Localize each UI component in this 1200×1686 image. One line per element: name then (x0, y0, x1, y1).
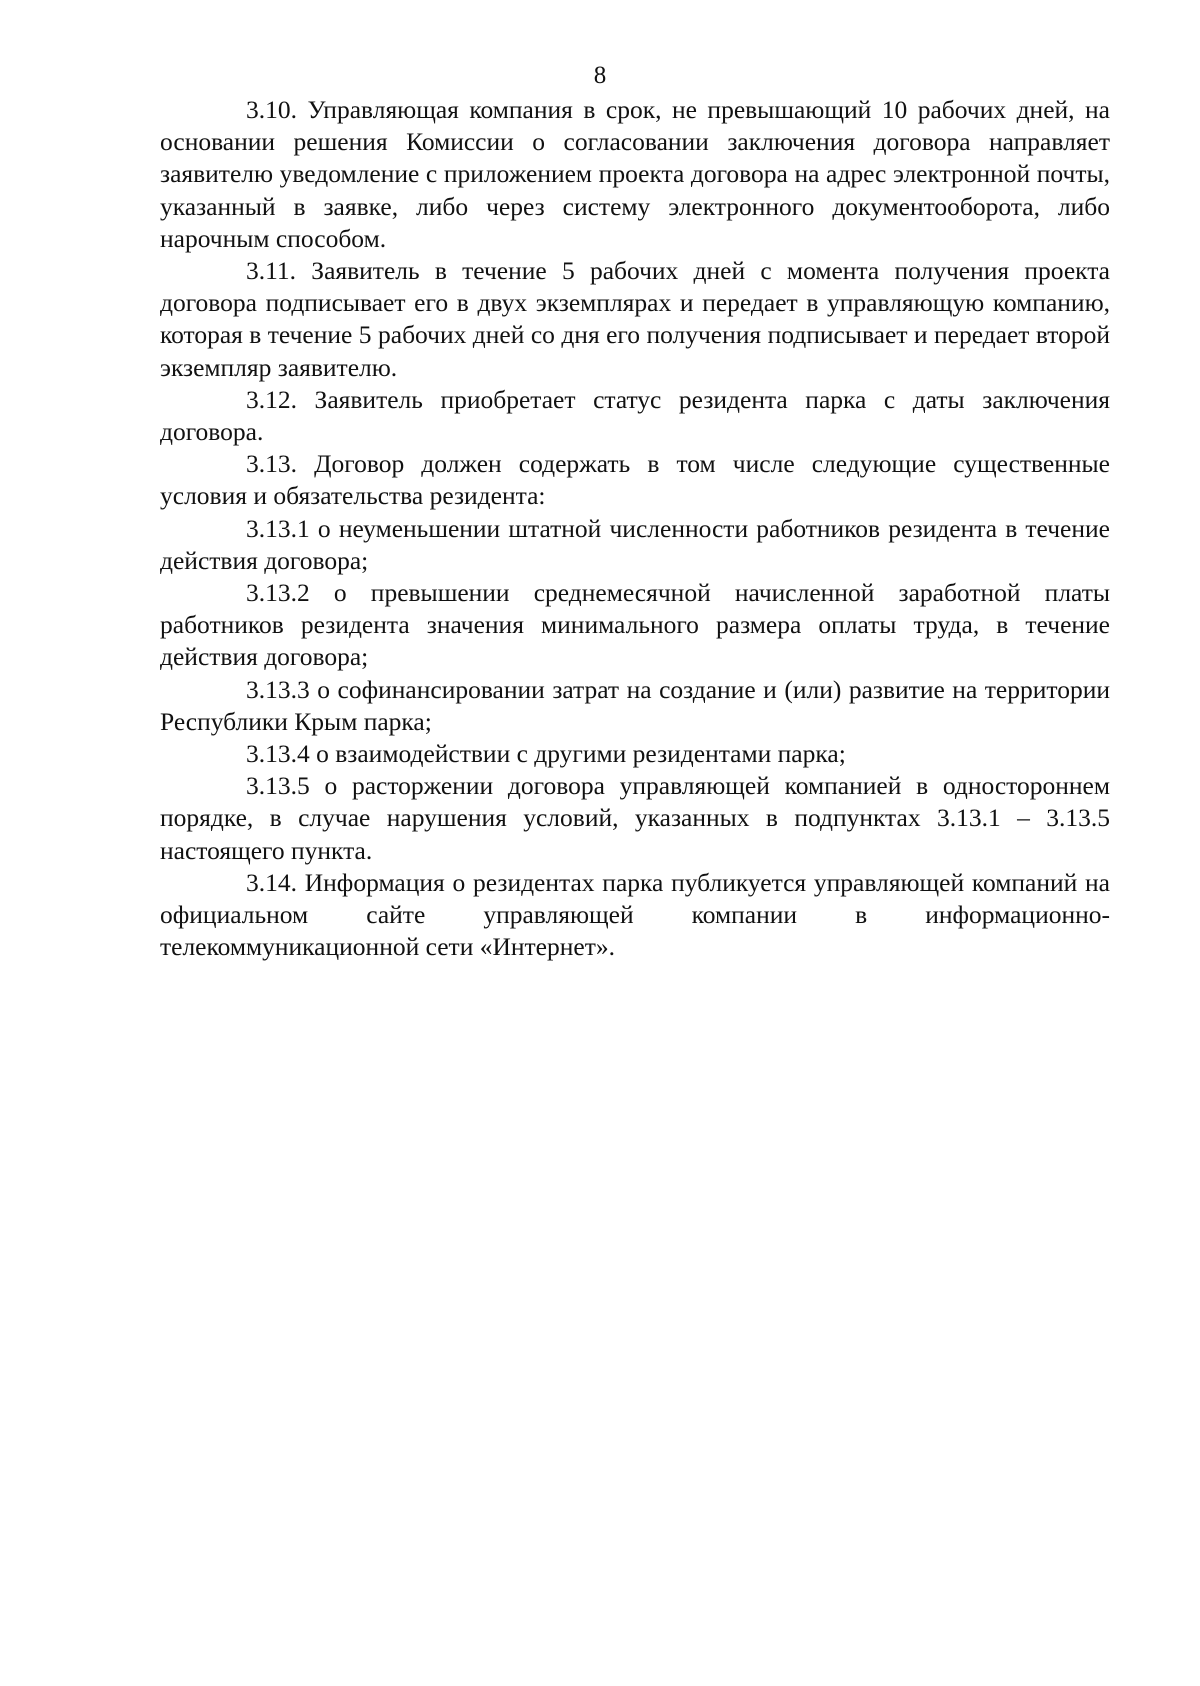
paragraph-3-11: 3.11. Заявитель в течение 5 рабочих дней с момента получения проекта договора подписывает его в двух экземплярах и передает в управляющую компанию, которая в течение 5 рабочих дней со дня его получения подписывает и передает второй экземпляр заявителю. (160, 256, 1110, 382)
page-number: 8 (593, 62, 607, 89)
document-body (160, 94, 1110, 963)
paragraph-3-13: 3.13. Договор должен содержать в том числе следующие существенные условия и обязательства резидента: (160, 449, 1110, 511)
paragraph-3-14: 3.14. Информация о резидентах парка публикуется управляющей компаний на официальном сайте управляющей компании в информационно-телекоммуникационной сети «Интернет». (160, 867, 1110, 962)
paragraph-3-13-1: 3.13.1 о неуменьшении штатной численности работников резидента в течение действия договора; (160, 513, 1110, 575)
paragraph-3-13-4: 3.13.4 о взаимодействии с другими резидентами парка; (246, 739, 846, 769)
paragraph-3-12: 3.12. Заявитель приобретает статус резидента парка с даты заключения договора. (160, 384, 1110, 447)
paragraph-3-10: 3.10. Управляющая компания в срок, не превышающий 10 рабочих дней, на основании решения Комиссии о согласовании заключения договора направляет заявителю уведомление с приложением проекта договора на адрес электронной почты, указанный в заявке, либо через систему электронного документооборота, либо нарочным способом. (160, 95, 1110, 253)
paragraph-3-13-5: 3.13.5 о расторжении договора управляющей компанией в одностороннем порядке, в случае нарушения условий, указанных в подпунктах 3.13.1 – 3.13.5 настоящего пункта. (160, 771, 1110, 865)
paragraph-3-13-2: 3.13.2 о превышении среднемесячной начисленной заработной платы работников резидента значения минимального размера оплаты труда, в течение действия договора; (160, 578, 1110, 672)
paragraph-3-13-3: 3.13.3 о софинансировании затрат на создание и (или) развитие на территории Республики Крым парка; (160, 674, 1110, 736)
